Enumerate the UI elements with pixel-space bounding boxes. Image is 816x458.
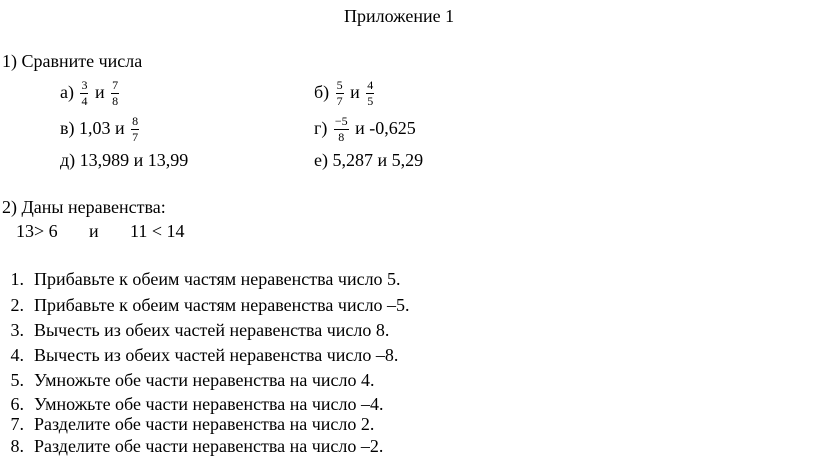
conjunction: и <box>350 82 360 103</box>
fraction <box>131 115 139 143</box>
task-item <box>2 371 375 389</box>
fraction-denominator: 4 <box>81 93 88 108</box>
task-number: 5. <box>10 370 24 390</box>
item-g <box>314 116 416 144</box>
fraction-numerator: 4 <box>367 78 374 92</box>
item-d: д) 13,989 и 13,99 <box>60 150 189 170</box>
page-title: Приложение 1 <box>344 6 455 26</box>
task-text: Разделите обе части неравенства на число 2. <box>34 414 375 434</box>
section1-heading: 1) Сравните числа <box>2 51 143 71</box>
fraction-denominator: 5 <box>367 93 374 108</box>
task-item <box>2 321 389 339</box>
inequality-1: 13> 6 <box>16 221 58 241</box>
fraction-denominator: 8 <box>112 93 119 108</box>
task-number: 7. <box>10 414 24 434</box>
fraction <box>336 79 344 107</box>
item-b-label: б) <box>314 82 330 103</box>
section2-heading: 2) Даны неравенства: <box>2 197 166 217</box>
task-item <box>2 296 410 314</box>
item-e: е) 5,287 и 5,29 <box>314 150 424 170</box>
fraction-denominator: 7 <box>336 93 343 108</box>
task-number: 3. <box>10 320 24 340</box>
task-number: 4. <box>10 345 24 365</box>
conjunction: и <box>94 82 105 103</box>
task-number: 1. <box>10 269 24 289</box>
inequality-2: 11 < 14 <box>130 221 185 241</box>
task-text: Умножьте обе части неравенства на число –4. <box>34 394 384 414</box>
item-g-rest: и -0,625 <box>355 118 416 139</box>
fraction <box>111 79 119 107</box>
fraction-numerator: −5 <box>334 114 348 128</box>
fraction-numerator: 5 <box>336 78 343 92</box>
item-v-label: в) 1,03 и <box>60 118 125 139</box>
fraction <box>366 79 374 107</box>
fraction-denominator: 8 <box>338 129 345 144</box>
fraction <box>334 115 349 143</box>
fraction-numerator: 7 <box>112 78 119 92</box>
item-b <box>314 80 376 108</box>
fraction-numerator: 8 <box>132 114 139 128</box>
fraction-numerator: 3 <box>81 78 88 92</box>
task-text: Вычесть из обеих частей неравенства число –8. <box>34 345 399 365</box>
task-number: 2. <box>10 295 24 315</box>
task-item <box>2 270 401 288</box>
task-number: 6. <box>10 394 24 414</box>
item-a-label: а) <box>60 82 74 103</box>
task-text: Прибавьте к обеим частям неравенства число –5. <box>34 295 410 315</box>
item-v <box>60 116 141 144</box>
task-item <box>2 395 384 413</box>
task-text: Разделите обе части неравенства на число –2. <box>34 436 384 456</box>
task-text: Умножьте обе части неравенства на число 4. <box>34 370 375 390</box>
task-number: 8. <box>10 436 24 456</box>
item-a <box>60 80 121 108</box>
fraction-denominator: 7 <box>132 129 139 144</box>
task-text: Вычесть из обеих частей неравенства число 8. <box>34 320 390 340</box>
task-text: Прибавьте к обеим частям неравенства число 5. <box>34 269 401 289</box>
inequality-conjunction: и <box>89 221 99 241</box>
task-item <box>2 346 398 364</box>
task-item <box>2 437 383 455</box>
item-g-label: г) <box>314 118 328 139</box>
task-item <box>2 415 374 433</box>
fraction <box>80 79 88 107</box>
